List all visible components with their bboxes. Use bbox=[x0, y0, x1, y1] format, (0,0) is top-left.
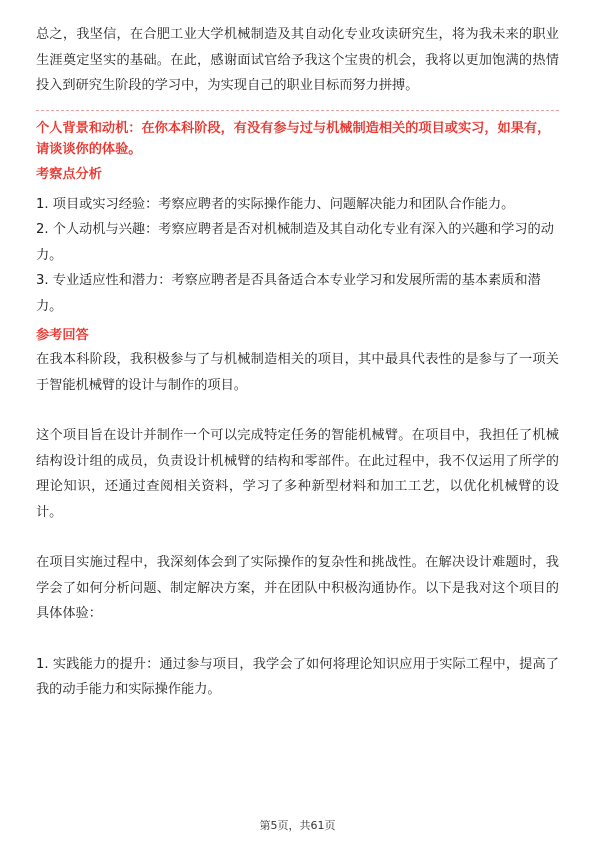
analysis-item: 3. 专业适应性和潜力：考察应聘者是否具备适合本专业学习和发展所需的基本素质和潜力。 bbox=[36, 273, 541, 314]
answer-paragraph: 在项目实施过程中，我深刻体会到了实际操作的复杂性和挑战性。在解决设计难题时，我学会了如何分析问题、制定解决方案，并在团队中积极沟通协作。以下是我对这个项目的具体体验： bbox=[36, 555, 559, 621]
intro-paragraph: 总之，我坚信，在合肥工业大学机械制造及其自动化专业攻读研究生，将为我未来的职业生涯奠定坚实的基础。在此，感谢面试官给予我这个宝贵的机会，我将以更加饱满的热情投入到研究生阶段的学习中，为实现自己的职业目标而努力拼搏。 bbox=[36, 27, 559, 93]
interview-question: 个人背景和动机：在你本科阶段，有没有参与过与机械制造相关的项目或实习，如果有，请谈谈你的体验。 bbox=[36, 120, 551, 157]
analysis-item: 1. 项目或实习经验：考察应聘者的实际操作能力、问题解决能力和团队合作能力。 bbox=[36, 196, 515, 212]
answer-paragraph: 1. 实践能力的提升：通过参与项目，我学会了如何将理论知识应用于实际工程中，提高了我的动手能力和实际操作能力。 bbox=[36, 656, 559, 697]
answer-paragraph: 这个项目旨在设计并制作一个可以完成特定任务的智能机械臂。在项目中，我担任了机械结构设计组的成员，负责设计机械臂的结构和零部件。在此过程中，我不仅运用了所学的理论知识，还通过查阅相关资料，学习了多种新型材料和加工工艺，以优化机械臂的设计。 bbox=[36, 428, 559, 520]
analysis-heading: 考察点分析 bbox=[36, 166, 102, 182]
answer-heading: 参考回答 bbox=[36, 328, 89, 343]
answer-paragraph: 在我本科阶段，我积极参与了与机械制造相关的项目，其中最具代表性的是参与了一项关于智能机械臂的设计与制作的项目。 bbox=[36, 352, 559, 393]
page-content bbox=[36, 22, 559, 703]
section-divider bbox=[36, 110, 559, 111]
page-number-footer: 第5页，共61页 bbox=[259, 819, 336, 832]
analysis-item: 2. 个人动机与兴趣：考察应聘者是否对机械制造及其自动化专业有深入的兴趣和学习的动力。 bbox=[36, 222, 554, 263]
